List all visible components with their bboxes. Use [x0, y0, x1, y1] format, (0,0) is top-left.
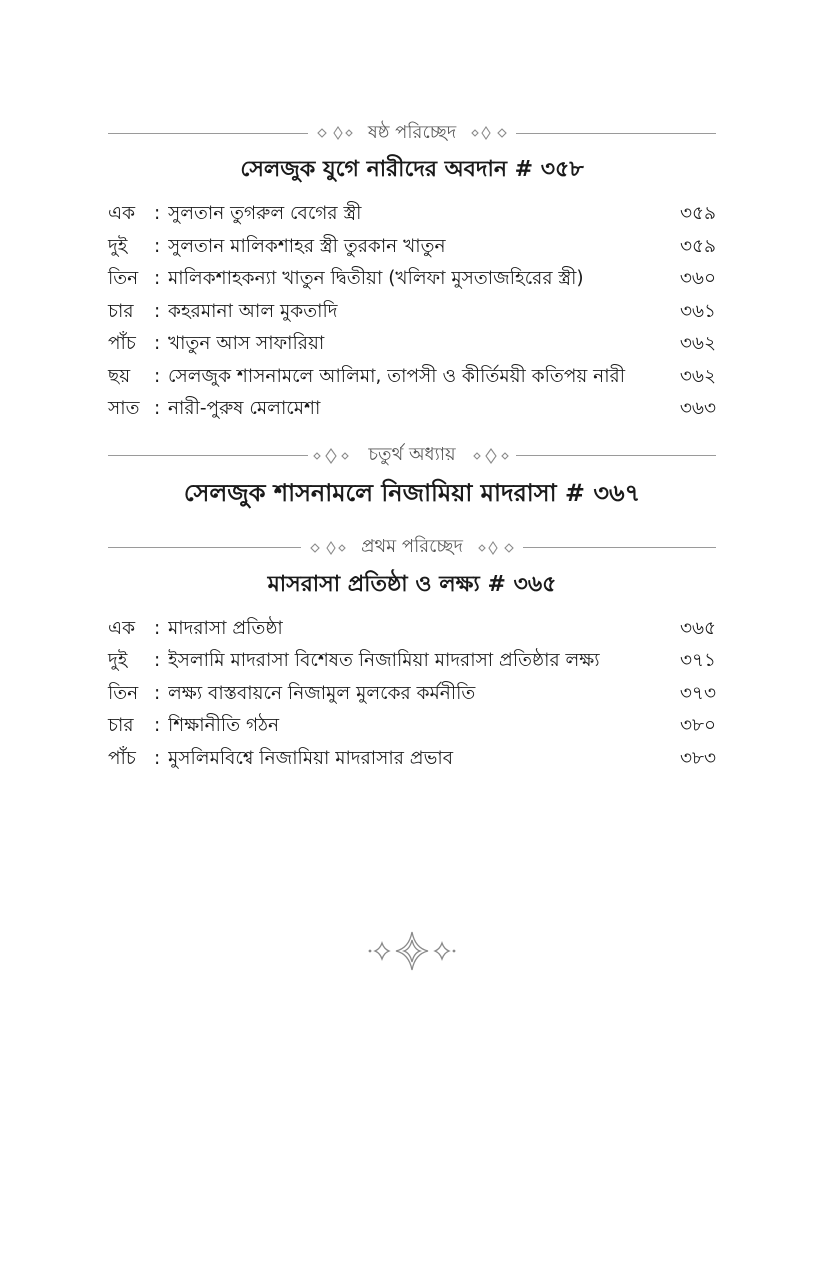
toc-separator: :	[154, 715, 161, 736]
toc-page-number: ৩৬০	[679, 268, 716, 289]
toc-title: নারী-পুরুষ মেলামেশা	[168, 398, 321, 419]
toc-row[interactable]	[108, 329, 716, 362]
toc-number: তিন	[108, 682, 139, 704]
chapter-divider	[108, 441, 716, 471]
toc-row[interactable]	[108, 679, 716, 712]
toc-row[interactable]	[108, 614, 716, 647]
toc-title: শিক্ষানীতি গঠন	[168, 715, 280, 736]
diamond-ornament-icon	[301, 538, 347, 558]
section-divider-1	[108, 118, 716, 148]
toc-row[interactable]	[108, 646, 716, 679]
toc-title: সুলতান মালিকশাহর স্ত্রী তুরকান খাতুন	[168, 235, 446, 257]
divider-line-left	[108, 133, 308, 134]
divider-line-left	[108, 547, 301, 548]
divider-line-right	[516, 455, 716, 456]
toc-number: এক	[108, 617, 136, 639]
toc-number: চার	[108, 300, 134, 322]
toc-separator: :	[154, 747, 161, 769]
toc-number: পাঁচ	[108, 747, 136, 769]
toc-title: মাদরাসা প্রতিষ্ঠা	[168, 617, 283, 639]
toc-list-2	[108, 614, 716, 777]
toc-separator: :	[154, 398, 161, 419]
divider-line-left	[108, 455, 308, 456]
diamond-ornament-icon	[470, 123, 516, 143]
diamond-ornament-icon	[308, 446, 354, 466]
toc-page-number: ৩৬৩	[679, 398, 716, 419]
toc-separator: :	[154, 300, 161, 322]
divider-line-right	[523, 547, 716, 548]
toc-row[interactable]	[108, 264, 716, 297]
toc-page-number: ৩৫৯	[679, 235, 716, 257]
toc-number: এক	[108, 203, 136, 224]
toc-separator: :	[154, 268, 161, 289]
diamond-ornament-icon	[470, 446, 516, 466]
toc-page-number: ৩৮৩	[679, 747, 716, 769]
toc-row[interactable]	[108, 362, 716, 395]
diamond-ornament-icon	[308, 123, 354, 143]
end-ornament-icon	[362, 930, 462, 972]
toc-number: দুই	[108, 650, 128, 671]
toc-list-1	[108, 199, 716, 427]
toc-row[interactable]	[108, 232, 716, 265]
toc-separator: :	[154, 333, 161, 354]
toc-row[interactable]	[108, 711, 716, 744]
toc-page	[108, 118, 716, 776]
toc-row[interactable]	[108, 297, 716, 330]
toc-number: দুই	[108, 235, 128, 257]
toc-row[interactable]	[108, 394, 716, 427]
toc-title: মালিকশাহকন্যা খাতুন দ্বিতীয়া (খলিফা মুসতাজহিরের স্ত্রী)	[168, 268, 584, 289]
toc-title: ইসলামি মাদরাসা বিশেষত নিজামিয়া মাদরাসা প্রতিষ্ঠার লক্ষ্য	[168, 650, 600, 671]
divider-line-right	[516, 133, 716, 134]
toc-number: ছয়	[108, 365, 131, 387]
toc-separator: :	[154, 235, 161, 257]
toc-page-number: ৩৬১	[679, 300, 716, 322]
toc-title: খাতুন আস সাফারিয়া	[168, 333, 325, 354]
toc-separator: :	[154, 365, 161, 387]
toc-title: সুলতান তুগরুল বেগের স্ত্রী	[168, 203, 362, 224]
toc-page-number: ৩৮০	[679, 715, 716, 736]
toc-title: কহরমানা আল মুকতাদি	[168, 300, 338, 322]
toc-title: সেলজুক শাসনামলে আলিমা, তাপসী ও কীর্তিময়ী কতিপয় নারী	[168, 365, 626, 387]
toc-title: লক্ষ্য বাস্তবায়নে নিজামুল মুলকের কর্মনীতি	[168, 682, 476, 704]
toc-number: সাত	[108, 398, 140, 419]
toc-row[interactable]	[108, 744, 716, 777]
divider-label: ষষ্ঠ পরিচ্ছেদ	[367, 121, 457, 143]
divider-label: চতুর্থ অধ্যায়	[368, 444, 456, 465]
chapter-heading: সেলজুক শাসনামলে নিজামিয়া মাদরাসা # ৩৬৭	[183, 478, 641, 507]
toc-page-number: ৩৬২	[679, 365, 716, 387]
toc-number: পাঁচ	[108, 333, 136, 354]
toc-separator: :	[154, 203, 161, 224]
toc-page-number: ৩৭৩	[679, 682, 716, 704]
section-heading: সেলজুক যুগে নারীদের অবদান # ৩৫৮	[240, 157, 584, 182]
section-heading: মাসরাসা প্রতিষ্ঠা ও লক্ষ্য # ৩৬৫	[267, 571, 557, 597]
toc-separator: :	[154, 617, 161, 639]
toc-separator: :	[154, 650, 161, 671]
toc-title: মুসলিমবিশ্বে নিজামিয়া মাদরাসার প্রভাব	[168, 747, 454, 769]
toc-number: তিন	[108, 268, 139, 289]
divider-label: প্রথম পরিচ্ছেদ	[361, 536, 463, 557]
toc-separator: :	[154, 682, 161, 704]
toc-page-number: ৩৭১	[679, 650, 716, 671]
toc-page-number: ৩৫৯	[679, 203, 716, 224]
toc-page-number: ৩৬৫	[679, 617, 716, 639]
toc-page-number: ৩৬২	[679, 333, 716, 354]
toc-row[interactable]	[108, 199, 716, 232]
toc-number: চার	[108, 715, 134, 736]
section-divider-2	[108, 533, 716, 563]
diamond-ornament-icon	[477, 538, 523, 558]
